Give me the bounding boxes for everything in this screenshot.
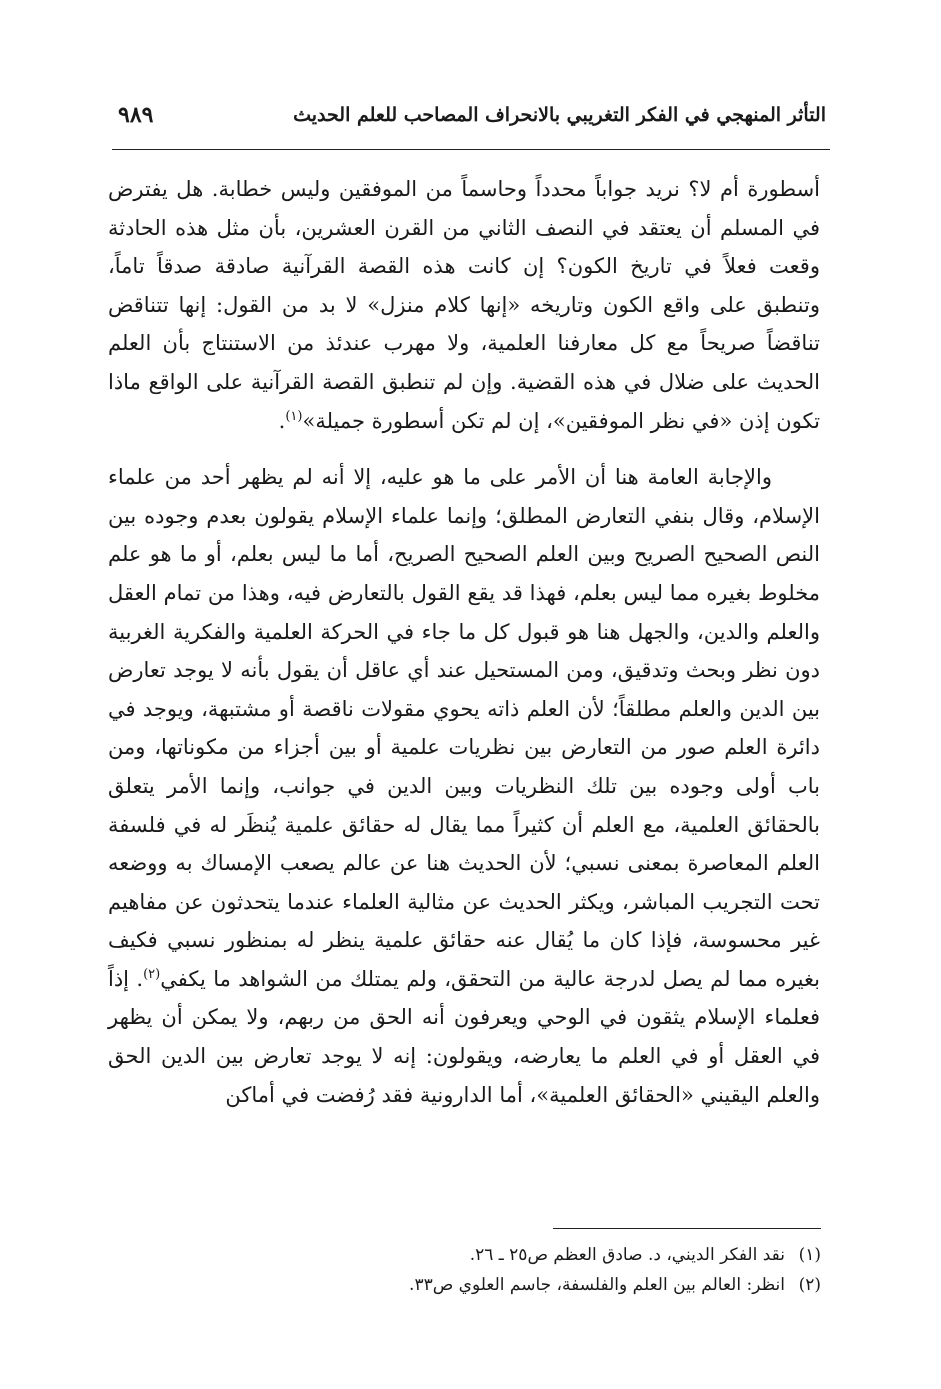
footnote-rule xyxy=(553,1228,821,1229)
paragraph-1 xyxy=(108,170,820,440)
footnote-1-number: (١) xyxy=(798,1245,821,1265)
footnote-1 xyxy=(221,1240,821,1270)
footnote-2-number: (٢) xyxy=(798,1275,821,1295)
footnotes xyxy=(221,1240,821,1300)
page-number: ٩٨٩ xyxy=(118,102,154,128)
body-text xyxy=(108,170,820,1114)
footnote-2 xyxy=(221,1270,821,1300)
paragraph-2-text-a: والإجابة العامة هنا أن الأمر على ما هو عليه، إلا أنه لم يظهر أحد من علماء الإسلام، وقال بنفي التعارض المطلق؛ وإنما علماء الإسلام يقولون بعدم وجوده بين النص الصحيح الصريح وبين العلم الصحيح الصريح، أما ما ليس بعلم، أو ما هو علم مخلوط بغيره مما ليس بعلم، فهذا قد يقع القول بالتعارض فيه، وهذا من تمام العقل والعلم والدين، والجهل هنا هو قبول كل ما جاء في الحركة العلمية والفكرية الغربية دون نظر وبحث وتدقيق، ومن المستحيل عند أي عاقل أن يقول بأنه لا يوجد تعارض بين الدين والعلم مطلقاً؛ لأن العلم ذاته يحوي مقولات ناقصة أو مشتبهة، ويوجد في دائرة العلم صور من التعارض بين نظريات علمية أو بين أجزاء من مكوناتها، ومن باب أولى وجوده بين تلك النظريات وبين الدين في جوانب، وإنما الأمر يتعلق بالحقائق العلمية، مع العلم أن كثيراً مما يقال له حقائق علمية يُنظَر له في فلسفة العلم المعاصرة بمعنى نسبي؛ لأن الحديث هنا عن عالم يصعب الإمساك به ووضعه تحت التجريب المباشر، ويكثر الحديث عن مثالية العلماء عندما يتحدثون عن مفاهيم غير محسوسة، فإذا كان ما يُقال عنه حقائق علمية ينظر له بمنظور نسبي فكيف بغيره مما لم يصل لدرجة عالية من التحقق، ولم يمتلك من الشواهد ما يكفي xyxy=(108,465,820,991)
paragraph-2-text-b: . إذاً فعلماء الإسلام يثقون في الوحي ويعرفون أنه الحق من ربهم، ولا يمكن أن يظهر في العقل أو في العلم ما يعارضه، ويقولون: إنه لا يوجد تعارض بين الدين الحق والعلم اليقيني «الحقائق العلمية»، أما الدارونية فقد رُفضت في أماكن xyxy=(108,966,820,1107)
paragraph-1-end: . xyxy=(278,408,286,433)
paragraph-gap xyxy=(108,440,820,458)
running-title: التأثر المنهجي في الفكر التغريبي بالانحراف المصاحب للعلم الحديث xyxy=(293,104,826,126)
footnote-1-text: نقد الفكر الديني، د. صادق العظم ص٢٥ ـ ٢٦. xyxy=(469,1245,785,1265)
footnote-ref-1: (١) xyxy=(285,408,303,424)
paragraph-2 xyxy=(108,458,820,1114)
paragraph-1-text: أسطورة أم لا؟ نريد جواباً محدداً وحاسماً من الموفقين وليس خطابة. هل يفترض في المسلم أن يعتقد في النصف الثاني من القرن العشرين، بأن مثل هذه الحادثة وقعت فعلاً في تاريخ الكون؟ إن كانت هذه القصة القرآنية صادقة صدقاً تاماً، وتنطبق على واقع الكون وتاريخه «إنها كلام منزل» لا بد من القول: إنها تتناقض تناقضاً صريحاً مع كل معارفنا العلمية، ولا مهرب عندئذ من الاستنتاج بأن العلم الحديث على ضلال في هذه القضية. وإن لم تنطبق القصة القرآنية على الواقع ماذا تكون إذن «في نظر الموفقين»، إن لم تكن أسطورة جميلة» xyxy=(108,177,820,433)
running-header xyxy=(118,98,826,132)
footnote-2-text: انظر: العالم بين العلم والفلسفة، جاسم العلوي ص٣٣. xyxy=(409,1275,785,1295)
header-rule xyxy=(112,149,830,150)
footnote-ref-2: (٢) xyxy=(143,966,161,982)
